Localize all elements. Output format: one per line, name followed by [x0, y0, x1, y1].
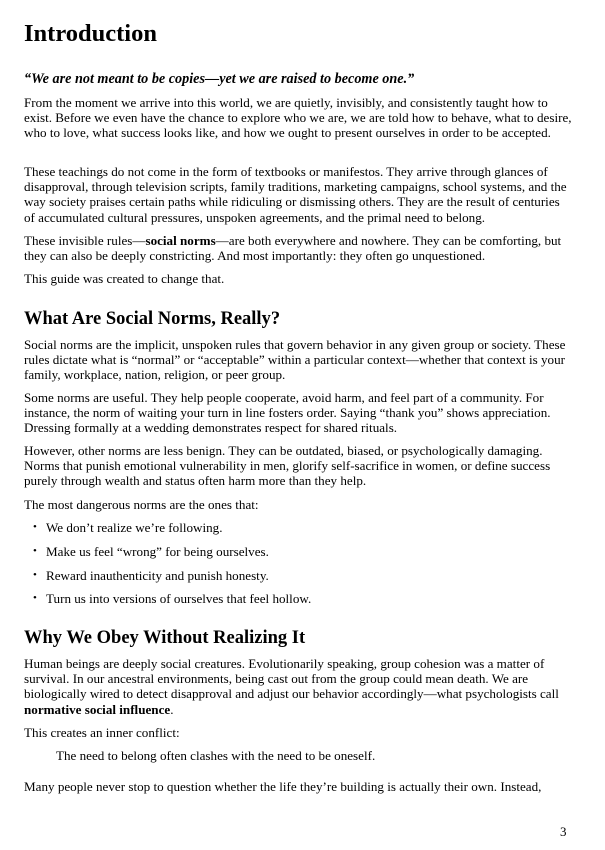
norms-paragraph-3: However, other norms are less benign. They can be outdated, biased, or psychologically damaging. Norms that punish emotional vulnerability in men, glorify self-sacrifice in women, or define success purely through wealth and status often harm more than they help.	[24, 443, 551, 489]
list-item	[33, 520, 223, 535]
heading-why-we-obey: Why We Obey Without Realizing It	[24, 628, 306, 648]
bullet-icon: •	[33, 545, 37, 557]
heading-what-are-social-norms: What Are Social Norms, Really?	[24, 309, 281, 329]
intro-paragraph-3	[24, 233, 572, 263]
list-item-text: Make us feel “wrong” for being ourselves.	[46, 544, 269, 559]
obey-paragraph-3: Many people never stop to question whether the life they’re building is actually their own. Instead,	[24, 779, 542, 794]
norms-paragraph-4: The most dangerous norms are the ones that:	[24, 497, 259, 512]
list-item-text: We don’t realize we’re following.	[46, 520, 223, 535]
obey-paragraph-1	[24, 656, 572, 717]
text: These invisible rules—	[24, 233, 146, 248]
norms-paragraph-2: Some norms are useful. They help people cooperate, avoid harm, and feel part of a community. For instance, the norm of waiting your turn in line fosters order. Saying “thank you” shows appreciation. Dressing formally at a wedding demonstrates respect for shared rituals.	[24, 390, 551, 436]
text: .	[170, 701, 174, 717]
bullet-icon: •	[33, 521, 37, 533]
bold-term-social-norms: social norms	[145, 233, 216, 248]
list-item-text: Reward inauthenticity and punish honesty.	[46, 568, 269, 583]
list-item-text: Turn us into versions of ourselves that feel hollow.	[46, 591, 312, 606]
intro-paragraph-2: These teachings do not come in the form of textbooks or manifestos. They arrive through glances of disapproval, through television scripts, family traditions, marketing campaigns, school systems, and the way society praises certain paths while ridiculing or dismissing others. They are the result of centuries of accumulated cultural pressures, unspoken agreements, and the primal need to belong.	[24, 164, 567, 225]
text: Human beings are deeply social creatures. Evolutionarily speaking, group cohesion was a matter of survival. In our ancestral environments, being cast out from the group could mean death. We are biologically wired to detect disapproval and adjust our behavior accordingly—what psychologists call	[24, 656, 559, 702]
list-item	[33, 568, 269, 583]
list-item	[33, 544, 269, 559]
bullet-icon: •	[33, 592, 37, 604]
heading-introduction: Introduction	[24, 20, 157, 47]
intro-paragraph-4: This guide was created to change that.	[24, 271, 225, 286]
bold-term-normative-social-influence: normative social influence	[24, 701, 171, 717]
page-number: 3	[560, 824, 567, 839]
bullet-icon: •	[33, 569, 37, 581]
blockquote: The need to belong often clashes with the need to be oneself.	[56, 748, 376, 763]
norms-paragraph-1: Social norms are the implicit, unspoken rules that govern behavior in any given group or society. These rules dictate what is “normal” or “acceptable” within a particular context—whether that context is your family, workplace, nation, religion, or peer group.	[24, 337, 566, 383]
epigraph: “We are not meant to be copies—yet we are raised to become one.”	[24, 71, 415, 87]
list-item	[33, 591, 312, 606]
text: —are both everywhere and nowhere. They can be comforting, but they can also be deeply constricting. And most importantly: they often go unquestioned.	[24, 233, 562, 264]
obey-paragraph-2: This creates an inner conflict:	[24, 725, 180, 740]
intro-paragraph-1: From the moment we arrive into this world, we are quietly, invisibly, and consistently taught how to exist. Before we even have the chance to explore who we are, we are told how to behave, what to desire, who to love, what success looks like, and how we ought to present ourselves in order to be accepted.	[24, 95, 572, 141]
